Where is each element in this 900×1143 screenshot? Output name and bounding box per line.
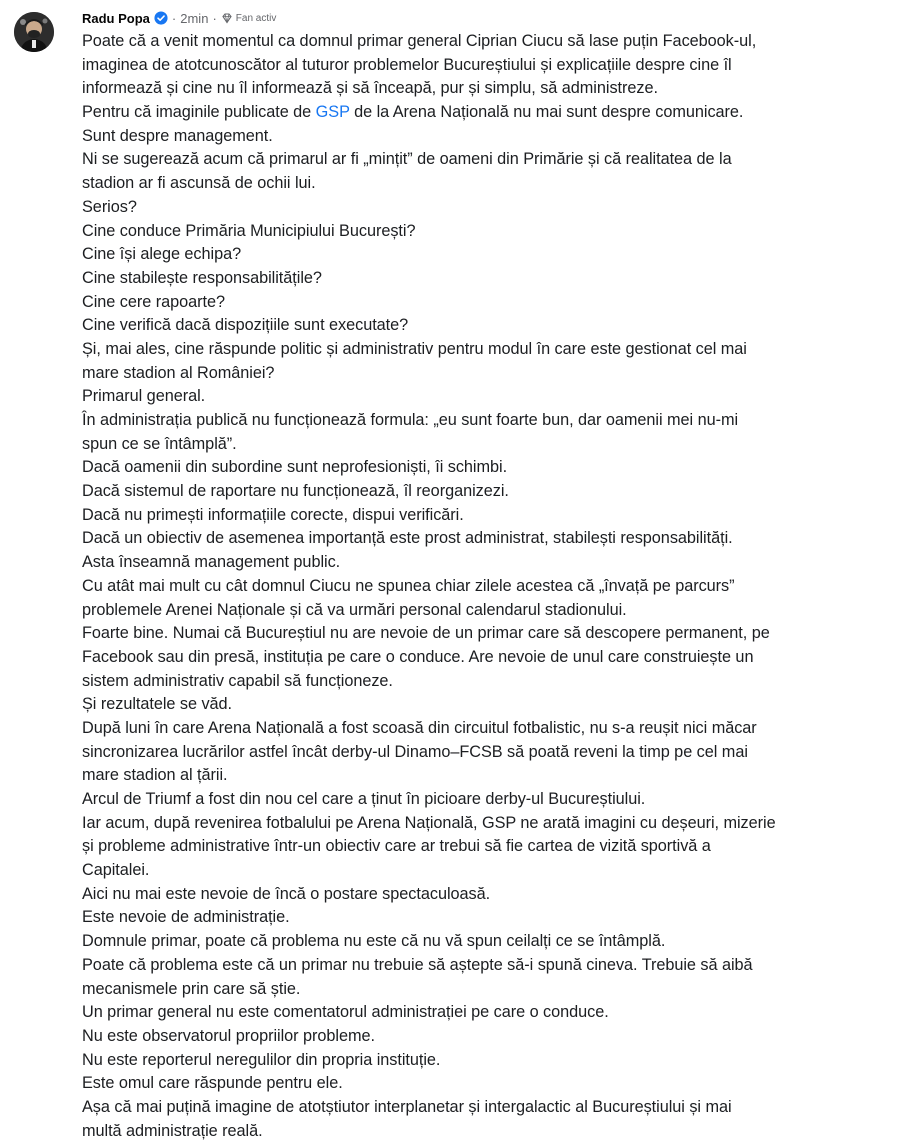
gsp-link[interactable]: GSP xyxy=(315,103,350,122)
post-header xyxy=(82,8,276,28)
post-line: Iar acum, după revenirea fotbalului pe Arena Națională, GSP ne arată imagini cu deșeuri, mizerie xyxy=(82,813,776,832)
post-line: După luni în care Arena Națională a fost scoasă din circuitul fotbalistic, nu s-a reușit nici măcar xyxy=(82,718,757,737)
fan-badge[interactable]: Fan activ xyxy=(235,12,277,24)
post-line: Arcul de Triumf a fost din nou cel care a ținut în picioare derby-ul Bucureștiului. xyxy=(82,790,646,808)
post-line: Așa că mai puțină imagine de atotștiutor interplanetar și intergalactic al Bucureștiului și mai xyxy=(82,1097,732,1116)
post-line: informează și cine nu îl informează și să înceapă, pur și simplu, să administreze. xyxy=(82,79,658,98)
post-line: Cine stabilește responsabilitățile? xyxy=(82,268,322,287)
post-body xyxy=(82,30,900,1143)
post-line: Cine verifică dacă dispozițiile sunt executate? xyxy=(82,316,409,335)
diamond-badge-icon xyxy=(221,12,233,24)
author-name[interactable]: Radu Popa xyxy=(82,10,150,26)
post-line: Sunt despre management. xyxy=(82,126,273,145)
post-line: Cine își alege echipa? xyxy=(82,245,242,264)
post-line: multă administrație reală. xyxy=(82,1121,263,1140)
post-line-text: Pentru că imaginile publicate de xyxy=(82,103,316,122)
post-line: Dacă oamenii din subordine sunt neprofesioniști, îi schimbi. xyxy=(82,458,508,477)
post-line: mare stadion al României? xyxy=(82,363,275,382)
avatar-image xyxy=(14,12,54,52)
post-line: Nu este observatorul propriilor probleme. xyxy=(82,1026,375,1045)
post-line: imaginea de atotcunoscător al tuturor problemelor Bucureștiului și explicațiile despre cine îl xyxy=(82,55,732,74)
post-line: Cine cere rapoarte? xyxy=(82,292,225,311)
post-line: Primarul general. xyxy=(82,387,206,406)
post-line: Poate că problema este că un primar nu trebuie să aștepte să-i spună cineva. Trebuie să aibă xyxy=(82,955,753,974)
post-line: Aici nu mai este nevoie de încă o postare spectaculoasă. xyxy=(82,884,491,903)
post-line: Nu este reporterul neregulilor din propria instituție. xyxy=(82,1050,441,1069)
post-line: sistem administrativ capabil să funcționeze. xyxy=(82,671,393,690)
post-line: Este omul care răspunde pentru ele. xyxy=(82,1074,343,1093)
post-line xyxy=(82,101,900,125)
post-line: Domnule primar, poate că problema nu este că nu vă spun ceilalți ce se întâmplă. xyxy=(82,932,666,951)
post-line: Dacă sistemul de raportare nu funcționează, îl reorganizezi. xyxy=(82,482,509,501)
post-line: mare stadion al țării. xyxy=(82,766,228,785)
post-line: Ni se sugerează acum că primarul ar fi „mințit” de oameni din Primărie și că realitatea de la xyxy=(82,150,732,169)
separator-dot: · xyxy=(212,10,217,26)
avatar[interactable] xyxy=(14,12,54,52)
post-line: Serios? xyxy=(82,197,137,216)
post-line-text: de la Arena Națională nu mai sunt despre comunicare. xyxy=(349,103,744,122)
post-line: Și, mai ales, cine răspunde politic și administrativ pentru modul în care este gestionat cel mai xyxy=(82,339,747,358)
post-line: Asta înseamnă management public. xyxy=(82,553,341,572)
post-line: stadion ar fi ascunsă de ochii lui. xyxy=(82,174,316,193)
post-line: Un primar general nu este comentatorul administrației pe care o conduce. xyxy=(82,1003,609,1022)
post-line: Foarte bine. Numai că Bucureștiul nu are nevoie de un primar care să descopere permanent, pe xyxy=(82,624,770,643)
post-line: În administrația publică nu funcționează formula: „eu sunt foarte bun, dar oamenii mei nu-mi xyxy=(82,411,739,429)
post-line: Dacă un obiectiv de asemenea importanță este prost administrat, stabilești responsabilități. xyxy=(82,529,733,548)
post-line: Cine conduce Primăria Municipiului București? xyxy=(82,221,416,240)
post-line: Este nevoie de administrație. xyxy=(82,908,290,927)
post-line: și probleme administrative într-un obiectiv care ar trebui să fie cartea de vizită sportivă a xyxy=(82,837,711,856)
post-line: Poate că a venit momentul ca domnul primar general Ciprian Ciucu să lase puțin Facebook-ul, xyxy=(82,32,757,50)
post-line: Capitalei. xyxy=(82,861,150,880)
post-line: spun ce se întâmplă”. xyxy=(82,434,237,453)
post-line: problemele Arenei Naționale și că va urmări personal calendarul stadionului. xyxy=(82,600,627,619)
post-line: Cu atât mai mult cu cât domnul Ciucu ne spunea chiar zilele acestea că „învață pe parcurs” xyxy=(82,576,735,595)
post-line: Dacă nu primești informațiile corecte, dispui verificări. xyxy=(82,505,464,524)
post-time[interactable]: 2min xyxy=(180,10,209,26)
verified-check-icon xyxy=(154,11,168,25)
post-line: sincronizarea lucrărilor astfel încât derby-ul Dinamo–FCSB să poată reveni la timp pe cel mai xyxy=(82,742,748,761)
post-line: Facebook sau din presă, instituția pe care o conduce. Are nevoie de unul care construiește un xyxy=(82,647,754,666)
post-line: mecanismele prin care să știe. xyxy=(82,979,301,998)
post-line: Și rezultatele se văd. xyxy=(82,695,233,714)
separator-dot: · xyxy=(171,10,177,26)
